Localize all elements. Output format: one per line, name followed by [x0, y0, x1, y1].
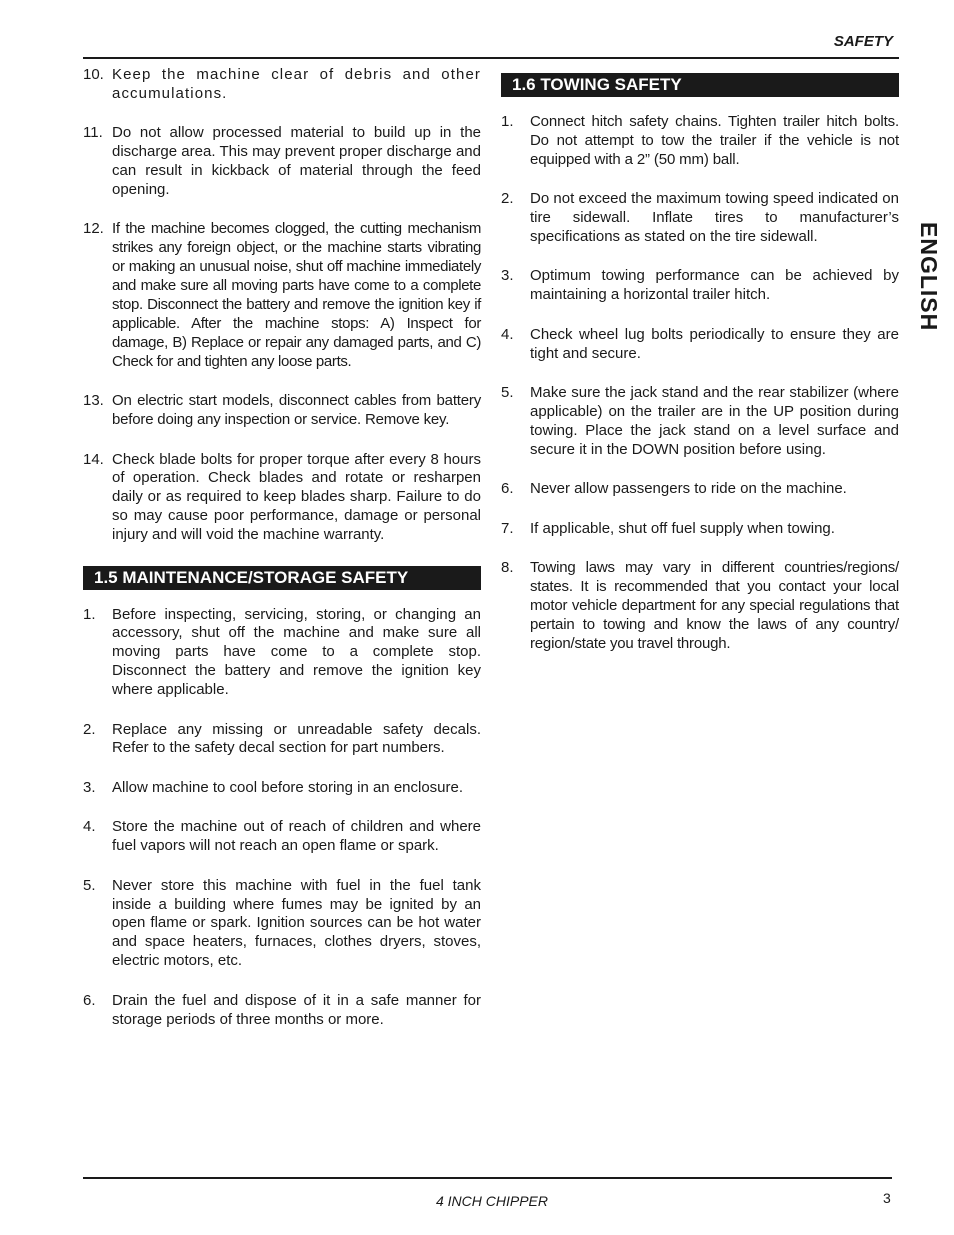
- list-item: [83, 124, 481, 200]
- item-text: If applicable, shut off fuel supply when towing.: [530, 519, 835, 537]
- item-text: Store the machine out of reach of children and where fuel vapors will not reach an open flame or spark.: [112, 818, 481, 855]
- item-number: 2.: [83, 720, 96, 738]
- list-item: [501, 190, 899, 247]
- item-number: 13.: [83, 392, 104, 410]
- right-column: [501, 73, 899, 674]
- item-number: 14.: [83, 450, 104, 468]
- item-number: 4.: [501, 325, 514, 343]
- item-text: Check wheel lug bolts periodically to ensure they are tight and secure.: [530, 325, 899, 362]
- item-text: Allow machine to cool before storing in an enclosure.: [112, 778, 464, 796]
- item-number: 6.: [501, 480, 514, 498]
- language-tab: ENGLISH: [916, 222, 942, 332]
- item-text: Do not allow processed material to build up in the discharge area. This may prevent proper discharge and can result in kickback of material through the feed opening.: [112, 124, 481, 199]
- item-text: Do not exceed the maximum towing speed indicated on tire sidewall. Inflate tires to manufacturer’s specifications as stated on the tire sidewall.: [530, 190, 899, 246]
- list-item: [501, 267, 899, 305]
- list-item: [83, 66, 481, 104]
- item-text: Towing laws may vary in different countries/regions/ states. It is recommended that you contact your local motor vehicle department for any special regulations that pertain to towing and know the laws of any country/ region/state you travel through.: [530, 559, 899, 652]
- item-number: 1.: [83, 605, 96, 623]
- item-text: On electric start models, disconnect cables from battery before doing any inspection or service. Remove key.: [112, 392, 481, 429]
- item-text: Before inspecting, servicing, storing, or changing an accessory, shut off the machine and make sure all moving parts have come to a complete stop. Disconnect the battery and remove the ignition key where applicable.: [112, 605, 481, 699]
- footer-title: 4 INCH CHIPPER: [435, 1193, 549, 1209]
- item-number: 4.: [83, 818, 96, 836]
- item-text: Drain the fuel and dispose of it in a safe manner for storage periods of three months or more.: [112, 991, 481, 1028]
- list-item: [501, 384, 899, 460]
- footer-rule: [83, 1177, 892, 1179]
- list-item: [83, 606, 481, 701]
- list-item: [83, 392, 481, 430]
- item-text: If the machine becomes clogged, the cutting mechanism strikes any foreign object, or the machine starts vibrating or making an unusual noise, shut off machine immediately and make sure all moving parts have come to a complete stop. Disconnect the battery and remove the ignition key if applicable. After the machine stops: A) Inspect for damage, B) Replace or repair any damaged parts, and C) Check for and tighten any loose parts.: [112, 220, 481, 370]
- item-number: 2.: [501, 190, 514, 208]
- item-number: 7.: [501, 519, 514, 537]
- list-item: [83, 451, 481, 546]
- list-item: [83, 779, 481, 798]
- item-text: Keep the machine clear of debris and other accumulations.: [112, 66, 481, 102]
- list-item: [83, 992, 481, 1030]
- list-item: [501, 520, 899, 539]
- item-text: Make sure the jack stand and the rear stabilizer (where applicable) on the trailer are in the UP position during towing. Place the jack stand on a level surface and secure it in the DOWN position before using.: [530, 384, 899, 458]
- item-text: Never allow passengers to ride on the machine.: [530, 480, 847, 498]
- page-number: 3: [883, 1190, 891, 1206]
- header-title: SAFETY: [833, 33, 893, 50]
- item-text: Never store this machine with fuel in the fuel tank inside a building where fumes may be ignited by an open flame or spark. Ignition sources can be hot water and space heaters, furnaces, clothes dryers, stoves, electric motors, etc.: [112, 876, 481, 970]
- item-number: 11.: [83, 124, 103, 142]
- item-text: Check blade bolts for proper torque after every 8 hours of operation. Check blades and rotate or resharpen daily or as required to keep blades sharp. Failure to do so may cause poor performance, damage or personal injury and will void the machine warranty.: [112, 450, 481, 544]
- item-number: 12.: [83, 220, 104, 238]
- header-rule: [83, 57, 899, 59]
- item-number: 6.: [83, 991, 96, 1009]
- item-number: 3.: [83, 778, 96, 796]
- item-text: Connect hitch safety chains. Tighten trailer hitch bolts. Do not attempt to tow the trailer if the vehicle is not equipped with a 2” (50 mm) ball.: [530, 113, 899, 168]
- item-number: 3.: [501, 267, 514, 285]
- item-number: 5.: [501, 384, 514, 402]
- list-item: [83, 220, 481, 371]
- list-item: [501, 480, 899, 499]
- section-heading-maintenance: 1.5 MAINTENANCE/STORAGE SAFETY: [83, 566, 481, 590]
- list-item: [83, 818, 481, 856]
- item-number: 5.: [83, 876, 96, 894]
- list-item: [83, 721, 481, 759]
- item-number: 8.: [501, 559, 514, 576]
- item-number: 10.: [83, 66, 104, 83]
- left-column: [83, 66, 481, 1050]
- item-text: Replace any missing or unreadable safety decals. Refer to the safety decal section for part numbers.: [112, 720, 481, 757]
- item-number: 1.: [501, 113, 514, 130]
- list-item: [501, 113, 899, 170]
- list-item: [501, 559, 899, 654]
- list-item: [83, 877, 481, 972]
- list-item: [501, 326, 899, 364]
- section-heading-towing: 1.6 TOWING SAFETY: [501, 73, 899, 97]
- item-text: Optimum towing performance can be achieved by maintaining a horizontal trailer hitch.: [530, 267, 899, 304]
